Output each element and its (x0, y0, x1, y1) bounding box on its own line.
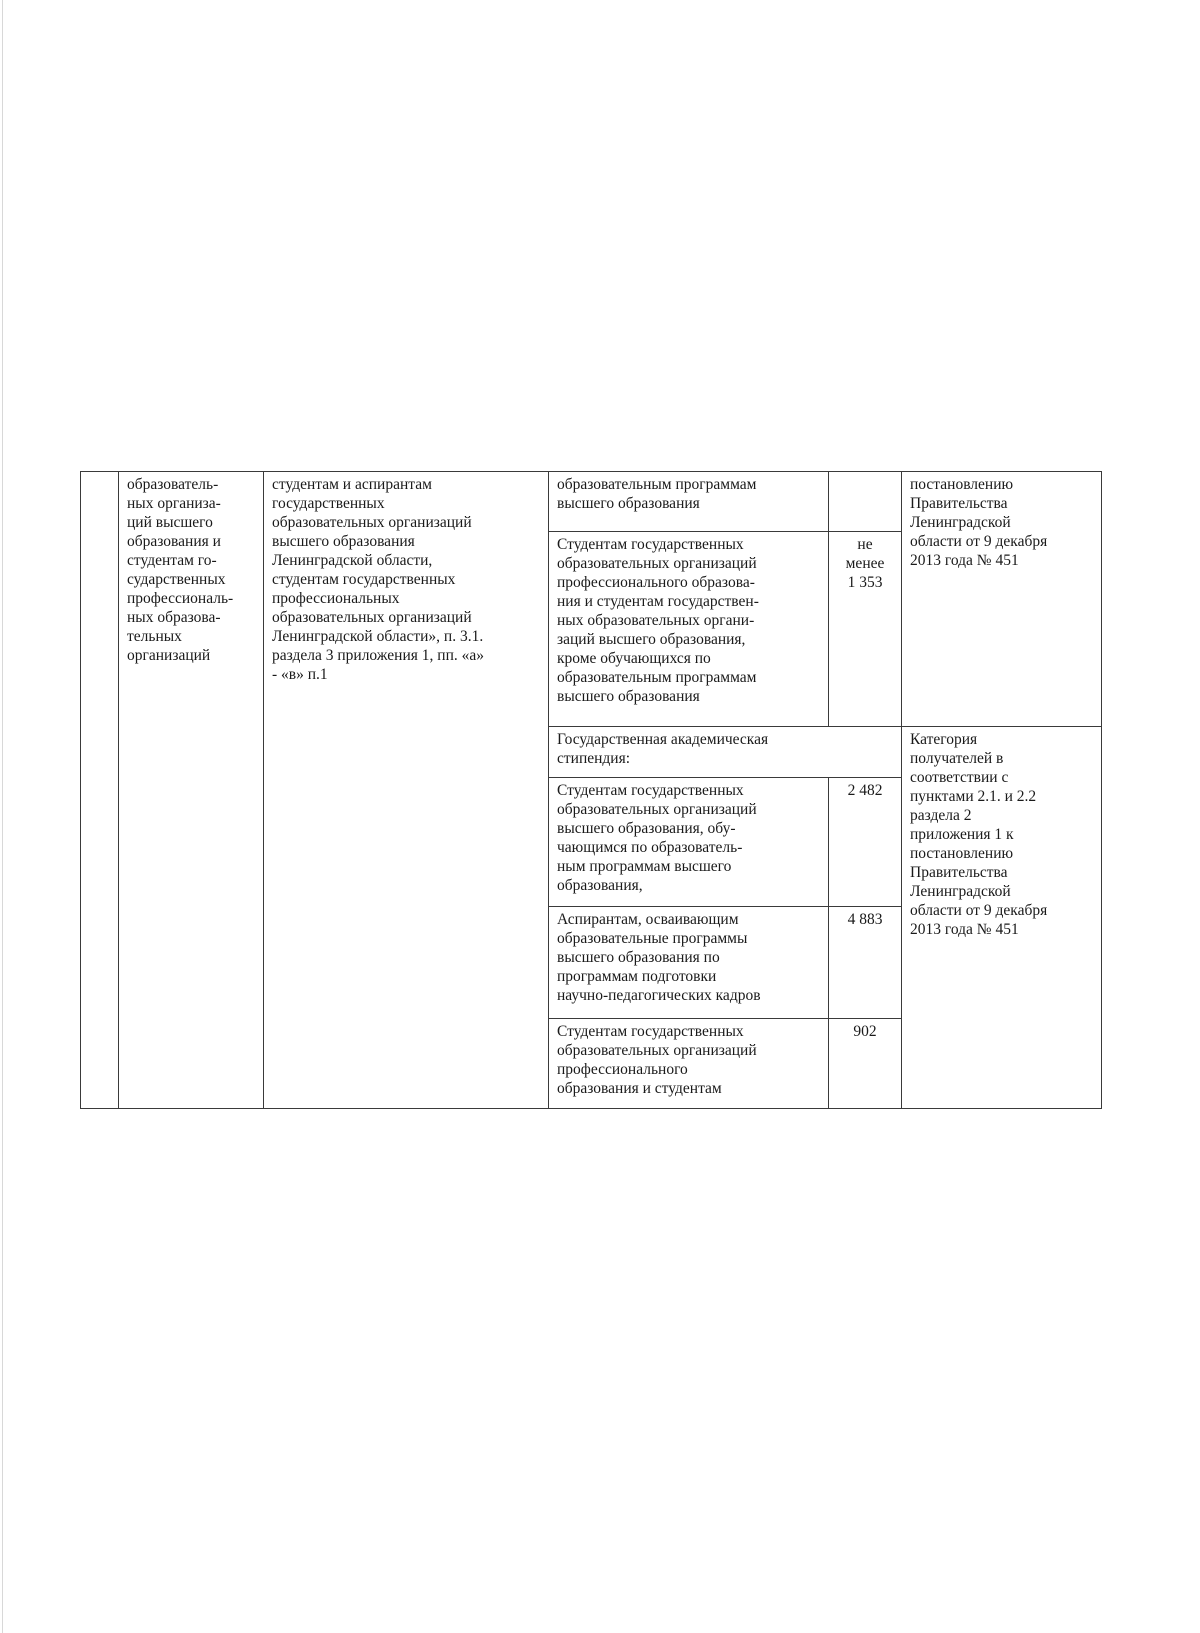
org-type-text: образователь- ных организа- ций высшего образования и студентам го- сударственных профессиональ- ных образова- тельных организаций (127, 476, 234, 664)
description-cell (549, 532, 829, 727)
description-cell (549, 907, 829, 1019)
amount-cell (829, 907, 902, 1019)
scan-edge (2, 0, 3, 1633)
amount-cell (829, 472, 902, 532)
description-cell (549, 472, 829, 532)
amount-cell (829, 532, 902, 727)
legal-basis-text: студентам и аспирантам государственных образовательных организаций высшего образования Ленинградской области, студентам государственных профессиональных образовательных организаций Ленинградской области», п. 3.1. раздела 3 приложения 1, пп. «а» - «в» п.1 (272, 476, 484, 683)
amount-text: 2 482 (847, 782, 883, 799)
scholarship-heading: Государственная академическая стипендия: (557, 731, 769, 767)
description-text: Студентам государственных образовательных организаций высшего образования, обу- чающимся по образователь- ным программам высшего образования, (557, 782, 757, 894)
amount-text: 4 883 (847, 911, 883, 928)
description-text: образовательным программам высшего образования (557, 476, 757, 512)
description-text: Студентам государственных образовательных организаций профессионального образова- ния и студентам государствен- ных образовательных органи- заций высшего образования, кроме обучающихся по образовательным программам высшего образования (557, 536, 759, 705)
amount-text: 902 (853, 1023, 877, 1040)
category-cell (902, 472, 1102, 727)
scholarship-table (80, 471, 1102, 1109)
category-text: постановлению Правительства Ленинградской области от 9 декабря 2013 года № 451 (910, 476, 1048, 569)
legal-basis-cell (264, 472, 549, 1109)
org-type-cell (119, 472, 264, 1109)
description-text: Аспирантам, осваивающим образовательные программы высшего образования по программам подготовки научно-педагогических кадров (557, 911, 761, 1004)
description-text: Студентам государственных образовательных организаций профессионального образования и студентам (557, 1023, 757, 1097)
table-row (81, 472, 1102, 532)
scholarship-heading-cell (549, 727, 902, 778)
row-number-cell (81, 472, 119, 1109)
description-cell (549, 778, 829, 907)
amount-text: не менее 1 353 (845, 536, 885, 591)
amount-cell (829, 778, 902, 907)
category-cell (902, 727, 1102, 1109)
category-text: Категория получателей в соответствии с пунктами 2.1. и 2.2 раздела 2 приложения 1 к постановлению Правительства Ленинградской области от 9 декабря 2013 года № 451 (910, 731, 1048, 938)
description-cell (549, 1019, 829, 1109)
amount-cell (829, 1019, 902, 1109)
